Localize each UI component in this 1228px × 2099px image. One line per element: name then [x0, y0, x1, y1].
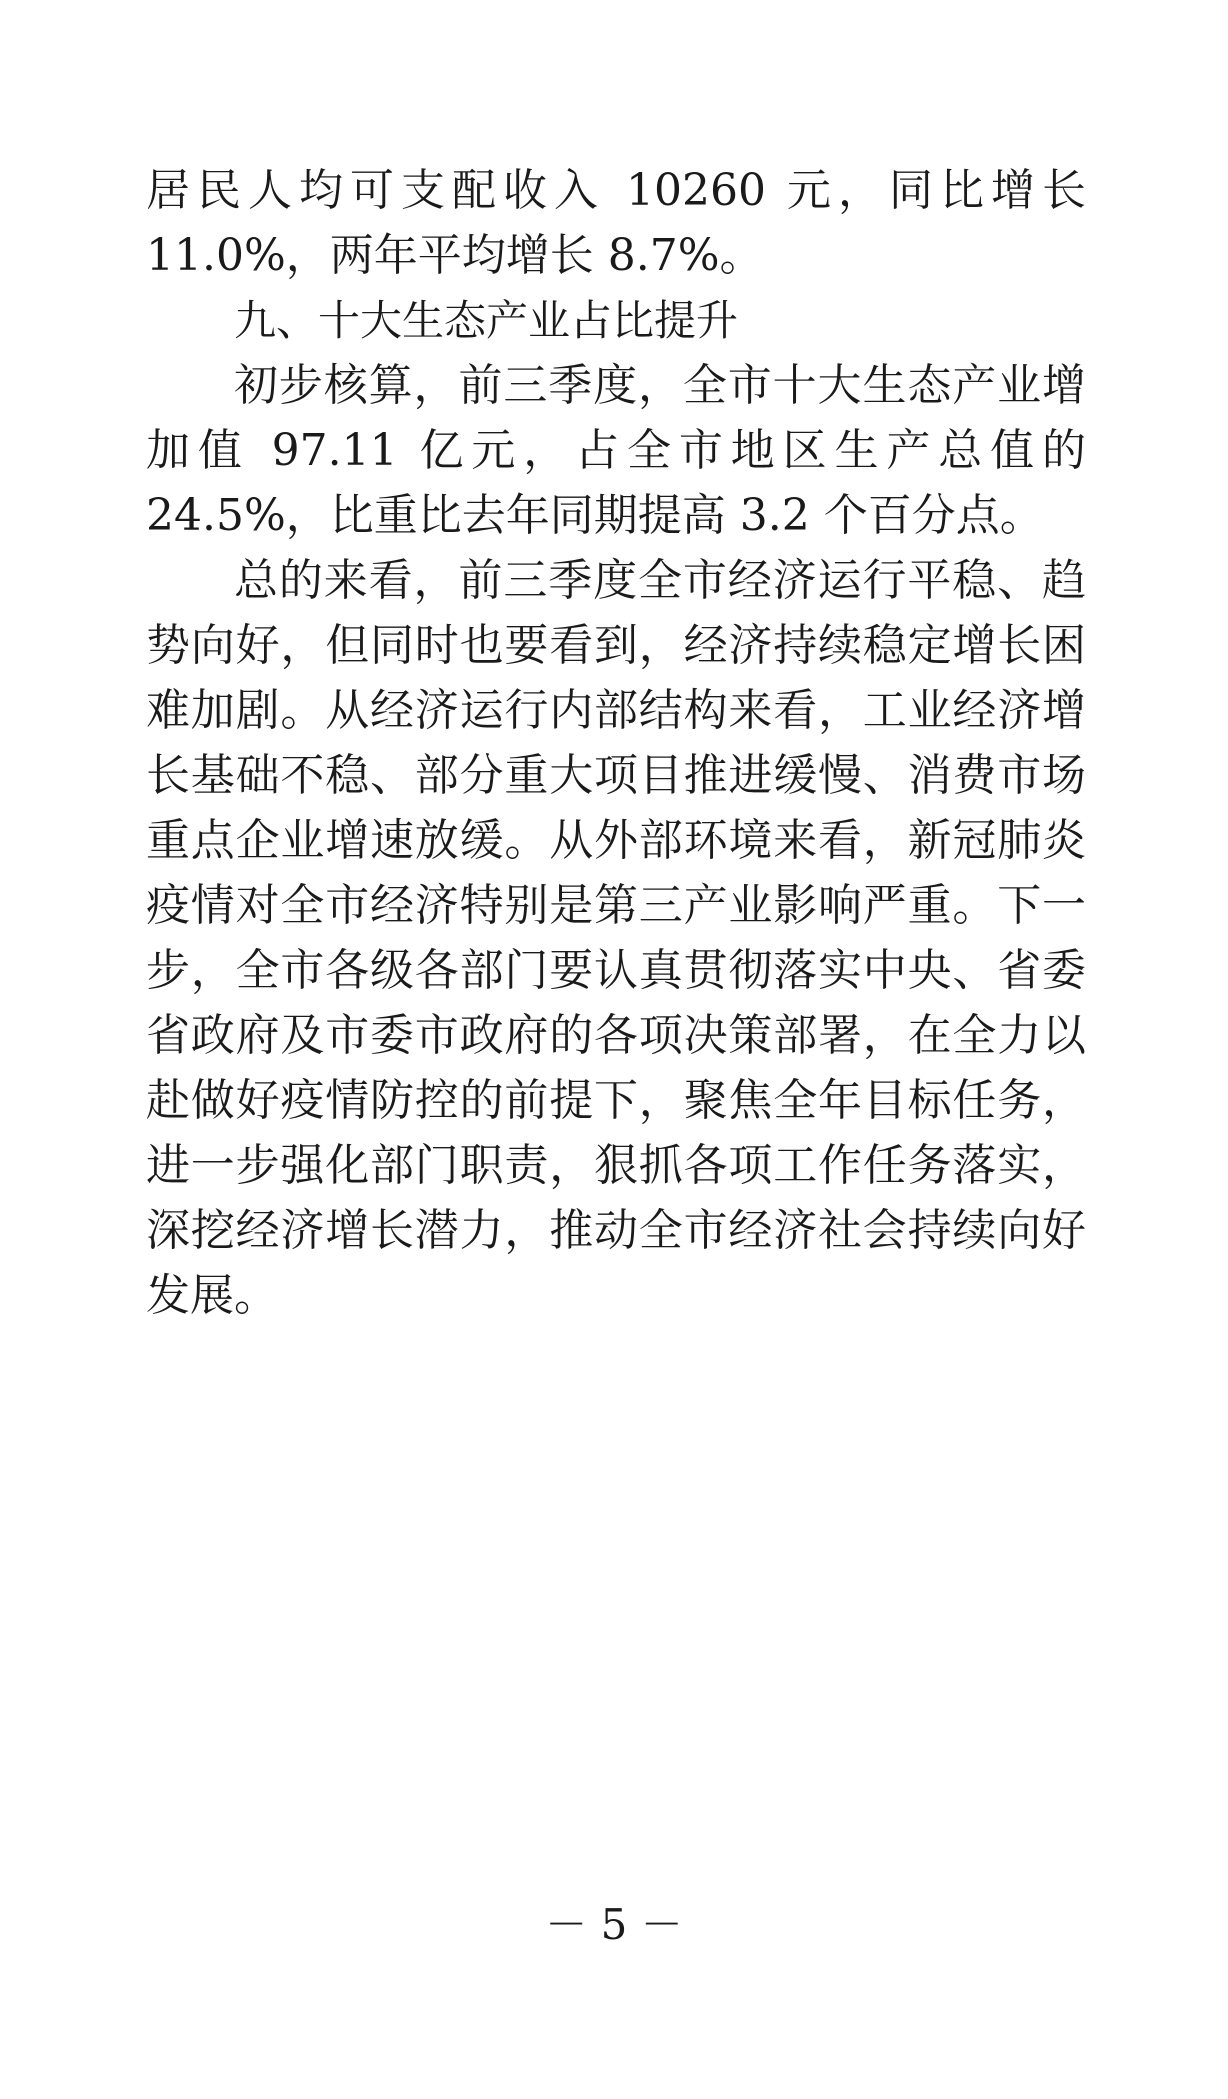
document-body	[146, 158, 1086, 1328]
paragraph-summary: 总的来看，前三季度全市经济运行平稳、趋势向好，但同时也要看到，经济持续稳定增长困难加剧。从经济运行内部结构来看，工业经济增长基础不稳、部分重大项目推进缓慢、消费市场重点企业增速放缓。从外部环境来看，新冠肺炎疫情对全市经济特别是第三产业影响严重。下一步，全市各级各部门要认真贯彻落实中央、省委省政府及市委市政府的各项决策部署，在全力以赴做好疫情防控的前提下，聚焦全年目标任务，进一步强化部门职责，狠抓各项工作任务落实，深挖经济增长潜力，推动全市经济社会持续向好发展。	[146, 555, 1086, 1321]
paragraph-ecological-industry: 初步核算，前三季度，全市十大生态产业增加值 97.11 亿元，占全市地区生产总值的 24.5%，比重比去年同期提高 3.2 个百分点。	[146, 360, 1086, 541]
paragraph-income: 居民人均可支配收入 10260 元，同比增长 11.0%，两年平均增长 8.7%。	[146, 165, 1086, 281]
page-number: － 5 －	[545, 1900, 683, 1949]
section-heading-ecological-industry: 九、十大生态产业占比提升	[234, 296, 739, 345]
